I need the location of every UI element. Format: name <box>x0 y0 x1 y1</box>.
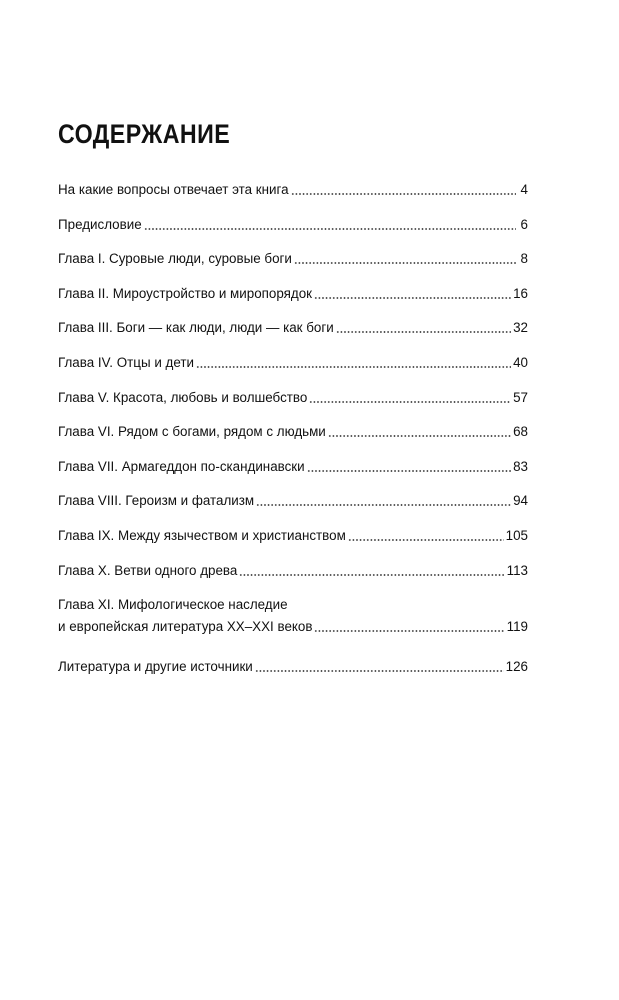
toc-entry-title: Глава IV. Отцы и дети <box>58 354 194 370</box>
table-of-contents <box>58 182 528 694</box>
toc-entry-title: Глава X. Ветви одного древа <box>58 562 238 578</box>
dot-leader <box>255 670 504 672</box>
toc-entry[interactable] <box>58 182 528 217</box>
toc-entry-title: Литература и другие источники <box>58 659 253 675</box>
toc-entry-page: 68 <box>513 424 528 440</box>
dot-leader <box>196 366 511 368</box>
toc-entry-title: Глава VII. Армагеддон по-скандинавски <box>58 458 305 474</box>
toc-entry-title: Глава V. Красота, любовь и волшебство <box>58 389 308 405</box>
toc-entry[interactable] <box>58 424 528 459</box>
dot-leader <box>309 401 511 403</box>
dot-leader <box>328 435 511 437</box>
dot-leader <box>314 297 511 299</box>
toc-entry-page: 119 <box>506 619 528 635</box>
toc-entry-title-line1: Глава XI. Мифологическое наследие <box>58 597 288 613</box>
toc-entry-title: Глава VI. Рядом с богами, рядом с людьми <box>58 424 326 440</box>
page-title: СОДЕРЖАНИЕ <box>58 119 231 149</box>
toc-entry[interactable] <box>58 217 528 252</box>
dot-leader <box>314 630 504 632</box>
toc-entry[interactable] <box>58 355 528 390</box>
toc-entry-page: 32 <box>513 320 528 336</box>
toc-entry[interactable] <box>58 659 528 694</box>
toc-entry-title: Глава VIII. Героизм и фатализм <box>58 493 255 509</box>
toc-entry[interactable] <box>58 493 528 528</box>
toc-entry-page: 83 <box>513 458 528 474</box>
toc-entry-title: Глава IX. Между язычеством и христианством <box>58 527 346 543</box>
dot-leader <box>256 504 511 506</box>
toc-entry[interactable] <box>58 286 528 321</box>
toc-entry[interactable] <box>58 459 528 494</box>
toc-entry-page: 6 <box>520 216 528 232</box>
toc-entry-page: 57 <box>513 389 528 405</box>
toc-entry[interactable] <box>58 390 528 425</box>
toc-entry[interactable] <box>58 528 528 563</box>
dot-leader <box>144 228 516 230</box>
toc-entry-page: 94 <box>513 493 528 509</box>
toc-entry-page: 105 <box>505 527 528 543</box>
toc-entry-page: 8 <box>520 251 528 267</box>
dot-leader <box>336 331 511 333</box>
toc-entry-page: 4 <box>520 182 528 197</box>
dot-leader <box>239 574 504 576</box>
toc-entry-page: 113 <box>506 562 528 578</box>
dot-leader <box>307 470 511 472</box>
dot-leader <box>348 539 504 541</box>
toc-entry[interactable] <box>58 563 528 598</box>
dot-leader <box>294 262 516 264</box>
toc-entry[interactable] <box>58 320 528 355</box>
toc-entry[interactable] <box>58 597 528 653</box>
toc-entry-title: Глава I. Суровые люди, суровые боги <box>58 251 292 267</box>
toc-entry-page: 40 <box>513 354 528 370</box>
toc-entry-page: 126 <box>505 659 528 675</box>
toc-entry-page: 16 <box>513 285 528 301</box>
toc-entry-title: и европейская литература XX–XXI веков <box>58 619 313 635</box>
toc-entry-title: Глава III. Боги — как люди, люди — как боги <box>58 320 334 336</box>
toc-entry-title: Глава II. Мироустройство и миропорядок <box>58 285 313 301</box>
toc-entry-title: На какие вопросы отвечает эта книга <box>58 182 289 197</box>
toc-entry[interactable] <box>58 251 528 286</box>
toc-entry-title: Предисловие <box>58 216 142 232</box>
dot-leader <box>291 193 516 195</box>
